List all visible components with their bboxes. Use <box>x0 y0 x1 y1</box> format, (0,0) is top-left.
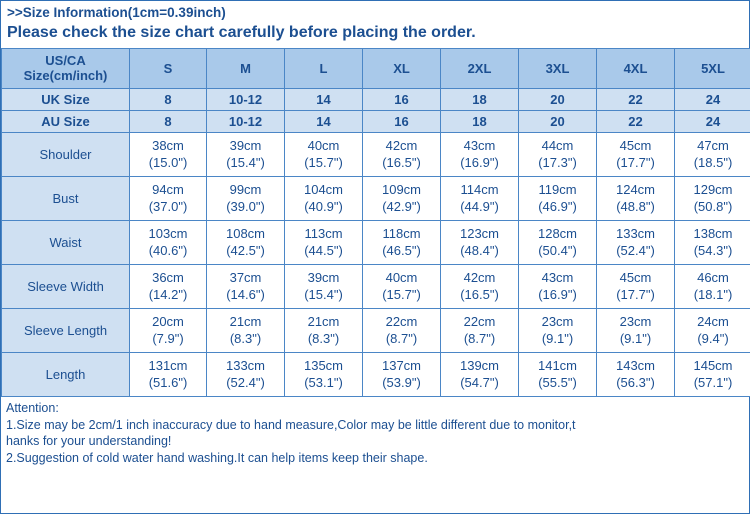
cell-uk-size-s: 8 <box>130 89 207 111</box>
cell-shoulder-4xl <box>597 133 675 177</box>
cell-bust-4xl <box>597 177 675 221</box>
cell-shoulder-3xl <box>519 133 597 177</box>
page-title: >>Size Information(1cm=0.39inch) <box>7 5 226 20</box>
cell-shoulder-5xl <box>675 133 750 177</box>
value-inch: (40.6") <box>148 242 188 258</box>
value-cm: 145cm <box>693 358 733 374</box>
cell-bust-xl <box>363 177 441 221</box>
value-inch: (54.7") <box>460 374 499 390</box>
value-inch: (16.5") <box>382 154 421 170</box>
table-row <box>2 111 750 133</box>
cell-sleeve-width-3xl <box>519 265 597 309</box>
value-inch: (15.7") <box>382 286 421 302</box>
cell-uk-size-2xl: 18 <box>441 89 519 111</box>
cell-uk-size-l: 14 <box>285 89 363 111</box>
value-inch: (17.3") <box>538 154 577 170</box>
cell-length-xl <box>363 353 441 397</box>
value-cm: 47cm <box>697 138 729 154</box>
value-inch: (46.9") <box>538 198 577 214</box>
cell-waist-l <box>285 221 363 265</box>
cell-waist-5xl <box>675 221 750 265</box>
table-row <box>2 309 750 353</box>
cell-sleeve-length-s <box>130 309 207 353</box>
value-cm: 44cm <box>541 138 574 154</box>
column-header-5xl: 5XL <box>675 49 750 89</box>
cell-shoulder-s <box>130 133 207 177</box>
cell-bust-m <box>207 177 285 221</box>
cell-waist-xl <box>363 221 441 265</box>
row-label-bust: Bust <box>2 177 130 221</box>
value-cm: 139cm <box>459 358 500 374</box>
value-cm: 22cm <box>385 314 418 330</box>
value-inch: (17.7") <box>616 154 655 170</box>
value-inch: (44.5") <box>304 242 343 258</box>
corner-label-line2: Size(cm/inch) <box>23 67 108 83</box>
value-cm: 46cm <box>697 270 729 286</box>
row-label-length: Length <box>2 353 130 397</box>
value-cm: 123cm <box>459 226 500 242</box>
cell-sleeve-width-m <box>207 265 285 309</box>
value-cm: 43cm <box>541 270 574 286</box>
cell-length-3xl <box>519 353 597 397</box>
value-inch: (46.5") <box>382 242 421 258</box>
cell-shoulder-xl <box>363 133 441 177</box>
value-inch: (54.3") <box>693 242 733 258</box>
value-inch: (14.2") <box>148 286 188 302</box>
cell-sleeve-width-5xl <box>675 265 750 309</box>
value-inch: (40.9") <box>304 198 343 214</box>
value-cm: 128cm <box>537 226 578 242</box>
cell-bust-s <box>130 177 207 221</box>
value-inch: (44.9") <box>460 198 499 214</box>
cell-sleeve-width-xl <box>363 265 441 309</box>
row-label-waist: Waist <box>2 221 130 265</box>
cell-bust-l <box>285 177 363 221</box>
value-inch: (42.5") <box>226 242 265 258</box>
value-inch: (8.3") <box>229 330 262 346</box>
column-header-m: M <box>207 49 285 89</box>
value-inch: (55.5") <box>538 374 577 390</box>
value-cm: 45cm <box>619 138 652 154</box>
value-cm: 39cm <box>229 138 262 154</box>
cell-length-4xl <box>597 353 675 397</box>
value-cm: 124cm <box>615 182 656 198</box>
cell-shoulder-m <box>207 133 285 177</box>
row-label-uk-size: UK Size <box>2 89 130 111</box>
value-cm: 45cm <box>619 270 652 286</box>
cell-shoulder-l <box>285 133 363 177</box>
value-inch: (14.6") <box>226 286 265 302</box>
value-inch: (16.9") <box>460 154 499 170</box>
cell-au-size-s: 8 <box>130 111 207 133</box>
attention-title: Attention: <box>6 401 59 415</box>
table-row <box>2 353 750 397</box>
column-header-2xl: 2XL <box>441 49 519 89</box>
value-inch: (53.9") <box>382 374 421 390</box>
cell-sleeve-length-xl <box>363 309 441 353</box>
value-cm: 42cm <box>385 138 418 154</box>
value-inch: (16.5") <box>460 286 499 302</box>
value-inch: (15.0") <box>148 154 188 170</box>
value-inch: (57.1") <box>693 374 733 390</box>
value-cm: 137cm <box>381 358 422 374</box>
value-inch: (56.3") <box>616 374 655 390</box>
cell-uk-size-5xl: 24 <box>675 89 750 111</box>
cell-uk-size-m: 10-12 <box>207 89 285 111</box>
value-inch: (8.7") <box>385 330 418 346</box>
cell-sleeve-width-l <box>285 265 363 309</box>
cell-sleeve-length-m <box>207 309 285 353</box>
value-inch: (39.0") <box>226 198 265 214</box>
value-cm: 141cm <box>537 358 578 374</box>
cell-length-s <box>130 353 207 397</box>
value-cm: 103cm <box>148 226 188 242</box>
page-subtitle: Please check the size chart carefully before placing the order. <box>7 24 476 41</box>
value-cm: 104cm <box>303 182 344 198</box>
value-inch: (8.3") <box>307 330 340 346</box>
table-row <box>2 221 750 265</box>
cell-sleeve-length-4xl <box>597 309 675 353</box>
value-inch: (17.7") <box>616 286 655 302</box>
corner-label <box>2 49 130 89</box>
cell-sleeve-width-4xl <box>597 265 675 309</box>
attention-section <box>1 397 749 466</box>
value-inch: (18.5") <box>693 154 733 170</box>
value-cm: 138cm <box>693 226 733 242</box>
cell-waist-s <box>130 221 207 265</box>
cell-length-5xl <box>675 353 750 397</box>
cell-waist-4xl <box>597 221 675 265</box>
value-inch: (15.7") <box>304 154 343 170</box>
value-inch: (50.4") <box>538 242 577 258</box>
value-inch: (8.7") <box>463 330 496 346</box>
cell-bust-2xl <box>441 177 519 221</box>
table-row <box>2 177 750 221</box>
value-cm: 133cm <box>225 358 266 374</box>
value-cm: 119cm <box>538 182 577 198</box>
cell-sleeve-length-3xl <box>519 309 597 353</box>
value-cm: 143cm <box>615 358 656 374</box>
column-header-4xl: 4XL <box>597 49 675 89</box>
value-cm: 131cm <box>148 358 188 374</box>
value-cm: 23cm <box>541 314 574 330</box>
value-inch: (48.4") <box>460 242 499 258</box>
column-header-3xl: 3XL <box>519 49 597 89</box>
value-inch: (53.1") <box>304 374 343 390</box>
value-cm: 21cm <box>229 314 262 330</box>
value-cm: 43cm <box>463 138 496 154</box>
cell-uk-size-xl: 16 <box>363 89 441 111</box>
value-inch: (42.9") <box>382 198 421 214</box>
value-cm: 39cm <box>307 270 340 286</box>
value-inch: (37.0") <box>148 198 188 214</box>
value-cm: 40cm <box>385 270 418 286</box>
row-label-shoulder: Shoulder <box>2 133 130 177</box>
row-label-sleeve-length: Sleeve Length <box>2 309 130 353</box>
value-inch: (15.4") <box>226 154 265 170</box>
value-inch: (51.6") <box>148 374 188 390</box>
table-header-row <box>2 49 750 89</box>
value-cm: 133cm <box>615 226 656 242</box>
value-cm: 113cm <box>304 226 343 242</box>
value-inch: (9.1") <box>541 330 574 346</box>
cell-bust-3xl <box>519 177 597 221</box>
value-inch: (7.9") <box>152 330 184 346</box>
cell-length-2xl <box>441 353 519 397</box>
column-header-xl: XL <box>363 49 441 89</box>
cell-waist-2xl <box>441 221 519 265</box>
column-header-l: L <box>285 49 363 89</box>
cell-au-size-m: 10-12 <box>207 111 285 133</box>
cell-shoulder-2xl <box>441 133 519 177</box>
row-label-au-size: AU Size <box>2 111 130 133</box>
value-cm: 118cm <box>382 226 421 242</box>
value-cm: 114cm <box>460 182 499 198</box>
cell-sleeve-length-5xl <box>675 309 750 353</box>
cell-sleeve-width-s <box>130 265 207 309</box>
value-cm: 23cm <box>619 314 652 330</box>
value-cm: 135cm <box>303 358 344 374</box>
value-cm: 108cm <box>225 226 266 242</box>
cell-uk-size-4xl: 22 <box>597 89 675 111</box>
value-inch: (15.4") <box>304 286 343 302</box>
table-row <box>2 265 750 309</box>
value-cm: 21cm <box>307 314 340 330</box>
value-cm: 20cm <box>152 314 184 330</box>
cell-au-size-5xl: 24 <box>675 111 750 133</box>
cell-waist-m <box>207 221 285 265</box>
value-inch: (16.9") <box>538 286 577 302</box>
table-row <box>2 133 750 177</box>
value-cm: 38cm <box>152 138 184 154</box>
size-chart-table <box>1 48 750 397</box>
value-inch: (52.4") <box>226 374 265 390</box>
value-cm: 24cm <box>697 314 729 330</box>
cell-sleeve-length-l <box>285 309 363 353</box>
value-inch: (9.4") <box>697 330 729 346</box>
value-inch: (48.8") <box>616 198 655 214</box>
value-inch: (50.8") <box>693 198 733 214</box>
cell-bust-5xl <box>675 177 750 221</box>
value-cm: 109cm <box>381 182 422 198</box>
column-header-s: S <box>130 49 207 89</box>
value-cm: 99cm <box>229 182 262 198</box>
cell-sleeve-width-2xl <box>441 265 519 309</box>
table-row <box>2 89 750 111</box>
value-cm: 22cm <box>463 314 496 330</box>
cell-uk-size-3xl: 20 <box>519 89 597 111</box>
cell-au-size-l: 14 <box>285 111 363 133</box>
value-cm: 129cm <box>693 182 733 198</box>
attention-line-1: 1.Size may be 2cm/1 inch inaccuracy due to hand measure,Color may be little different due to monitor,t <box>6 417 576 432</box>
value-inch: (52.4") <box>616 242 655 258</box>
cell-au-size-3xl: 20 <box>519 111 597 133</box>
cell-au-size-xl: 16 <box>363 111 441 133</box>
cell-length-m <box>207 353 285 397</box>
value-inch: (9.1") <box>619 330 652 346</box>
value-cm: 42cm <box>463 270 496 286</box>
cell-waist-3xl <box>519 221 597 265</box>
value-cm: 40cm <box>307 138 340 154</box>
value-cm: 36cm <box>152 270 184 286</box>
corner-label-line1: US/CA <box>45 52 86 68</box>
value-cm: 37cm <box>229 270 262 286</box>
cell-length-l <box>285 353 363 397</box>
cell-au-size-2xl: 18 <box>441 111 519 133</box>
attention-line-2: 2.Suggestion of cold water hand washing.It can help items keep their shape. <box>6 450 428 465</box>
value-inch: (18.1") <box>693 286 733 302</box>
attention-line-1-cont: hanks for your understanding! <box>6 434 172 448</box>
row-label-sleeve-width: Sleeve Width <box>2 265 130 309</box>
value-cm: 94cm <box>152 182 184 198</box>
cell-sleeve-length-2xl <box>441 309 519 353</box>
cell-au-size-4xl: 22 <box>597 111 675 133</box>
